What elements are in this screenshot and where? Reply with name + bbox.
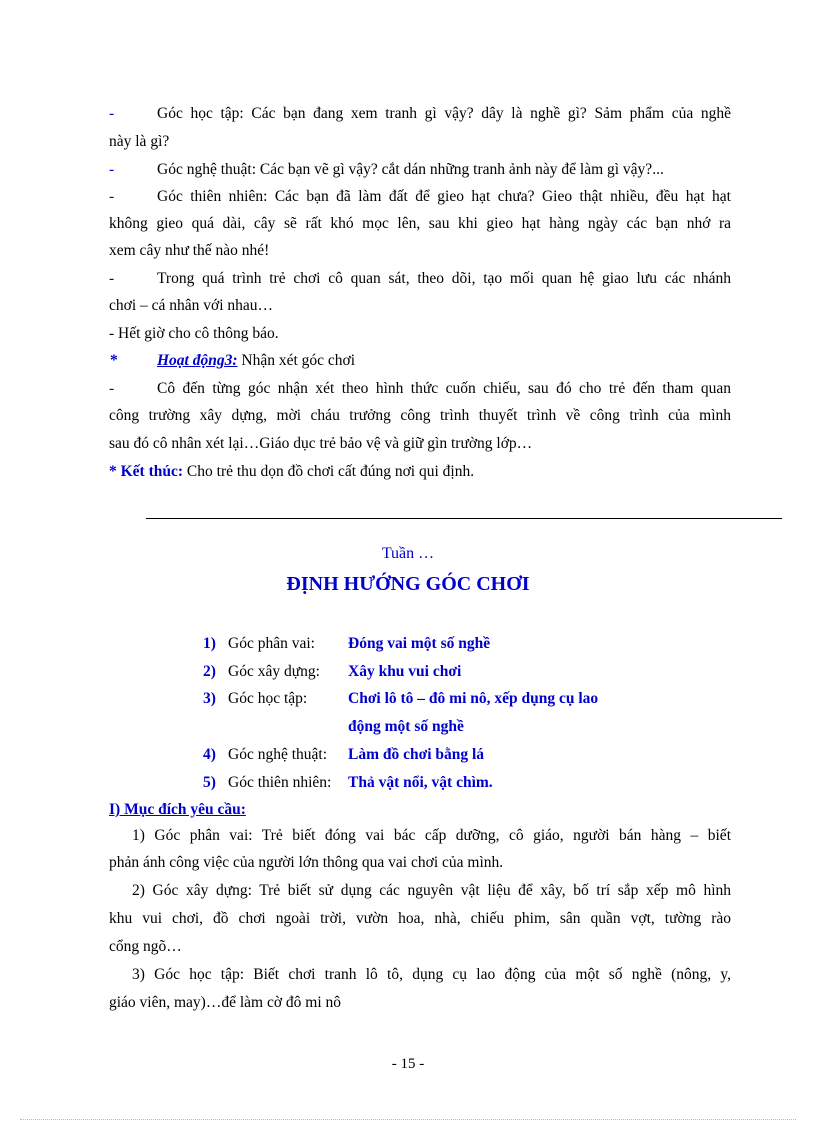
bullet-dash: - (109, 161, 115, 178)
corner-value: Làm đồ chơi bằng lá (348, 746, 485, 763)
activity-star: * (110, 352, 118, 369)
text-line: này là gì? (109, 133, 170, 150)
corner-number: 4) (203, 746, 216, 763)
section-title: ĐỊNH HƯỚNG GÓC CHƠI (286, 573, 530, 595)
corner-value: Xây khu vui chơi (348, 663, 462, 680)
text-line: công trường xây dựng, mời cháu trưởng công trình thuyết trình về công trình của mình (109, 407, 731, 424)
corner-number: 1) (203, 635, 216, 652)
bullet-dash: - (109, 380, 115, 397)
page-bottom-edge (20, 1119, 796, 1120)
text-line: Cô đến từng góc nhận xét theo hình thức cuốn chiếu, sau đó cho trẻ đến tham quan (157, 380, 731, 397)
text-line: 3) Góc học tập: Biết chơi tranh lô tô, dụng cụ lao động của một số nghề (nông, y, (132, 966, 731, 983)
text-line: chơi – cá nhân với nhau… (109, 297, 274, 314)
activity-3-line (157, 351, 355, 371)
ending-line (109, 462, 474, 482)
ending-text: Cho trẻ thu dọn đồ chơi cất đúng nơi qui định. (183, 463, 475, 480)
text-line: Góc học tập: Các bạn đang xem tranh gì vậy? dây là nghề gì? Sảm phẩm của nghề (157, 105, 731, 122)
text-line: xem cây như thế nào nhé! (109, 242, 270, 259)
bullet-dash: - (109, 105, 115, 122)
week-heading: Tuần … (381, 545, 435, 562)
corner-value: Thả vật nổi, vật chìm. (348, 774, 493, 791)
corner-label: Góc xây dựng: (228, 663, 320, 680)
text-line: không gieo quá dài, cây sẽ rất khó mọc lên, sau khi gieo hạt hàng ngày các bạn nhớ ra (109, 215, 731, 232)
page-number: - 15 - (391, 1056, 425, 1072)
text-line: - Hết giờ cho cô thông báo. (109, 325, 279, 342)
text-line: 1) Góc phân vai: Trẻ biết đóng vai bác cấp dưỡng, cô giáo, người bán hàng – biết (132, 827, 731, 844)
text-line: Góc thiên nhiên: Các bạn đã làm đất để gieo hạt chưa? Gieo thật nhiều, đều hạt hạt (157, 188, 731, 205)
bullet-dash: - (109, 270, 115, 287)
corner-value: Chơi lô tô – đô mi nô, xếp dụng cụ lao (348, 690, 599, 707)
text-line: cổng ngõ… (109, 938, 182, 955)
text-line: 2) Góc xây dựng: Trẻ biết sử dụng các nguyên vật liệu để xây, bố trí sắp xếp mô hình (132, 882, 731, 899)
corner-label: Góc học tập: (228, 690, 308, 707)
section-divider (146, 518, 782, 519)
text-line: Góc nghệ thuật: Các bạn vẽ gì vậy? cắt dán những tranh ảnh này để làm gì vậy?... (157, 161, 664, 178)
text-line: khu vui chơi, đồ chơi ngoài trời, vườn hoa, nhà, chiếu phim, sân quần vợt, tường rào (109, 910, 731, 927)
corner-label: Góc thiên nhiên: (228, 774, 332, 791)
corner-number: 3) (203, 690, 216, 707)
corner-value-continued: động một số nghề (348, 718, 464, 735)
text-line: Trong quá trình trẻ chơi cô quan sát, theo dõi, tạo mối quan hệ giao lưu các nhánh (157, 270, 731, 287)
text-line: giáo viên, may)…để làm cờ đô mi nô (109, 994, 342, 1011)
corner-value: Đóng vai một số nghề (348, 635, 491, 652)
ending-label: * Kết thúc: (109, 463, 184, 480)
bullet-dash: - (109, 188, 115, 205)
activity-3-text: Nhận xét góc chơi (237, 352, 356, 369)
text-line: sau đó cô nhân xét lại…Giáo dục trẻ bảo vệ và giữ gìn trường lớp… (109, 435, 533, 452)
activity-3-heading: Hoạt động3: (157, 352, 238, 369)
purpose-heading: I) Mục đích yêu cầu: (109, 801, 246, 818)
text-line: phản ánh công việc của người lớn thông qua vai chơi của mình. (109, 854, 504, 871)
corner-number: 5) (203, 774, 216, 791)
corner-label: Góc nghệ thuật: (228, 746, 328, 763)
corner-number: 2) (203, 663, 216, 680)
corner-label: Góc phân vai: (228, 635, 315, 652)
